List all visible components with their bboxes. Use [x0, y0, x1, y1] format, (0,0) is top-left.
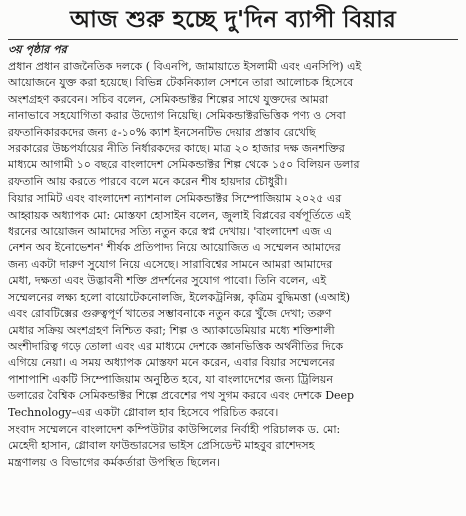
- paragraph-line: অংশগ্রহণ করবেন। সচিব বলেন, সেমিকন্ডাক্টর শিল্পের সাথে যুক্তদের আমরা: [8, 92, 329, 106]
- paragraph-line: অংশীদারিত্ব গড়ে তোলা এবং এর মাধ্যমে দেশকে জ্ঞানভিত্তিক অর্থনীতির দিকে: [8, 339, 344, 353]
- headline: আজ শুরু হচ্ছে দু'দিন ব্যাপী বিয়ার: [69, 7, 397, 33]
- paragraph-line: আহ্বায়ক অধ্যাপক মো: মোস্তফা হোসাইন বলেন, জুলাই বিপ্লবের বর্ষপূর্তিতে এই: [8, 208, 351, 222]
- paragraph-line: মাধ্যমে আগামী ১০ বছরে বাংলাদেশ সেমিকন্ডাক্টর শিল্প থেকে ১৫০ বিলিয়ন ডলার: [8, 158, 360, 172]
- paragraph-line: আয়োজনে যুক্ত করা হয়েছে। বিভিন্ন টেকনিক্যাল সেশনে তারা আলোচক হিসেবে: [8, 76, 354, 90]
- paragraph-line: ধরনের আয়োজন আমাদের সত্যি নতুন করে স্বপ্ন দেখায়। 'বাংলাদেশ এজ এ: [8, 225, 333, 239]
- paragraph-line: সংবাদ সম্মেলনে বাংলাদেশ কম্পিউটার কাউন্সিলের নির্বাহী পরিচালক ড. মো:: [8, 422, 341, 436]
- paragraph-line: এবং রোবটিক্সের গুরুত্বপূর্ণ খাতের সম্ভাবনাকে নতুন করে খুঁজে দেখা; তরুণ: [8, 307, 332, 321]
- article-paragraph: [8, 191, 458, 421]
- paragraph-line: রফতানিকারকদের জন্য ৫-১০% ক্যাশ ইনসেনটিভ দেয়ার প্রস্তাব রেখেছি: [8, 125, 316, 139]
- paragraph-line: সরকারের উচ্চপর্যায়ের নীতি নির্ধারকদের কাছে। মাত্র ২০ হাজার দক্ষ জনশক্তির: [8, 142, 345, 156]
- paragraph-line: সম্মেলনের লক্ষ্য হলো বায়োটেকনোলজি, ইলেকট্রনিক্স, কৃত্রিম বুদ্ধিমত্তা (এআই): [8, 290, 350, 304]
- paragraph-line: প্রধান প্রধান রাজনৈতিক দলকে ( বিএনপি, জামায়াতে ইসলামী এবং এনসিপি) এই: [8, 60, 362, 73]
- continued-from-label: ৩য় পৃষ্ঠার পর: [8, 43, 67, 56]
- paragraph-line: Technology–এর একটা গ্লোবাল হাব হিসেবে পরিচিত করবে।: [8, 405, 279, 419]
- paragraph-line: এগিয়ে নেয়া। এ সময় অধ্যাপক মোস্তফা মনে করেন, এবার বিয়ার সম্মেলনের: [8, 356, 335, 370]
- paragraph-line: পাশাপাশি একটি সিম্পোজিয়াম অনুষ্ঠিত হবে, যা বাংলাদেশের জন্য ট্রিলিয়ন: [8, 372, 333, 386]
- headline-rule: [8, 39, 458, 40]
- article-paragraph: [8, 422, 458, 471]
- paragraph-line: জন্য একটা দারুণ সুযোগ নিয়ে এসেছে। সারাবিশ্বের সামনে আমরা আমাদের: [8, 257, 333, 271]
- paragraph-line: বিয়ার সামিট এবং বাংলাদেশ ন্যাশনাল সেমিকন্ডাক্টর সিম্পোজিয়াম ২০২৫ এর: [8, 192, 342, 206]
- paragraph-line: নেশন অব ইনোভেশন' শীর্ষক প্রতিপাদ্য নিয়ে আয়োজিত এ সম্মেলন আমাদের: [8, 241, 341, 255]
- paragraph-line: মেহেদী হাসান, গ্লোবাল ফাউন্ডারসের ভাইস প্রেসিডেন্ট মাহবুব রাশেদসহ: [8, 439, 315, 453]
- paragraph-line: ডলারের বৈশ্বিক সেমিকন্ডাক্টর শিল্পে প্রবেশের পথ সুগম করবে এবং দেশকে Deep: [8, 389, 355, 403]
- paragraph-line: নানাভাবে সহযোগিতা করার উদ্যোগ নিয়েছি। সেমিকন্ডাক্টরভিত্তিক পণ্য ও সেবা: [8, 109, 346, 123]
- paragraph-line: মেধার সক্রিয় অংশগ্রহণ নিশ্চিত করা; শিল্প ও অ্যাকাডেমিয়ার মধ্যে শক্তিশালী: [8, 323, 335, 337]
- article-body: [8, 59, 458, 471]
- paragraph-line: রফতানি আয় করতে পারবে বলে মনে করেন শীষ হায়দার চৌধুরী।: [8, 174, 288, 188]
- article-paragraph: [8, 59, 458, 190]
- paragraph-line: মেধা, দক্ষতা এবং উদ্ভাবনী শক্তি প্রদর্শনের সুযোগ পাবো। তিনি বলেন, এই: [8, 274, 327, 288]
- paragraph-line: মন্ত্রণালয় ও বিভাগের কর্মকর্তারা উপস্থিত ছিলেন।: [8, 455, 221, 469]
